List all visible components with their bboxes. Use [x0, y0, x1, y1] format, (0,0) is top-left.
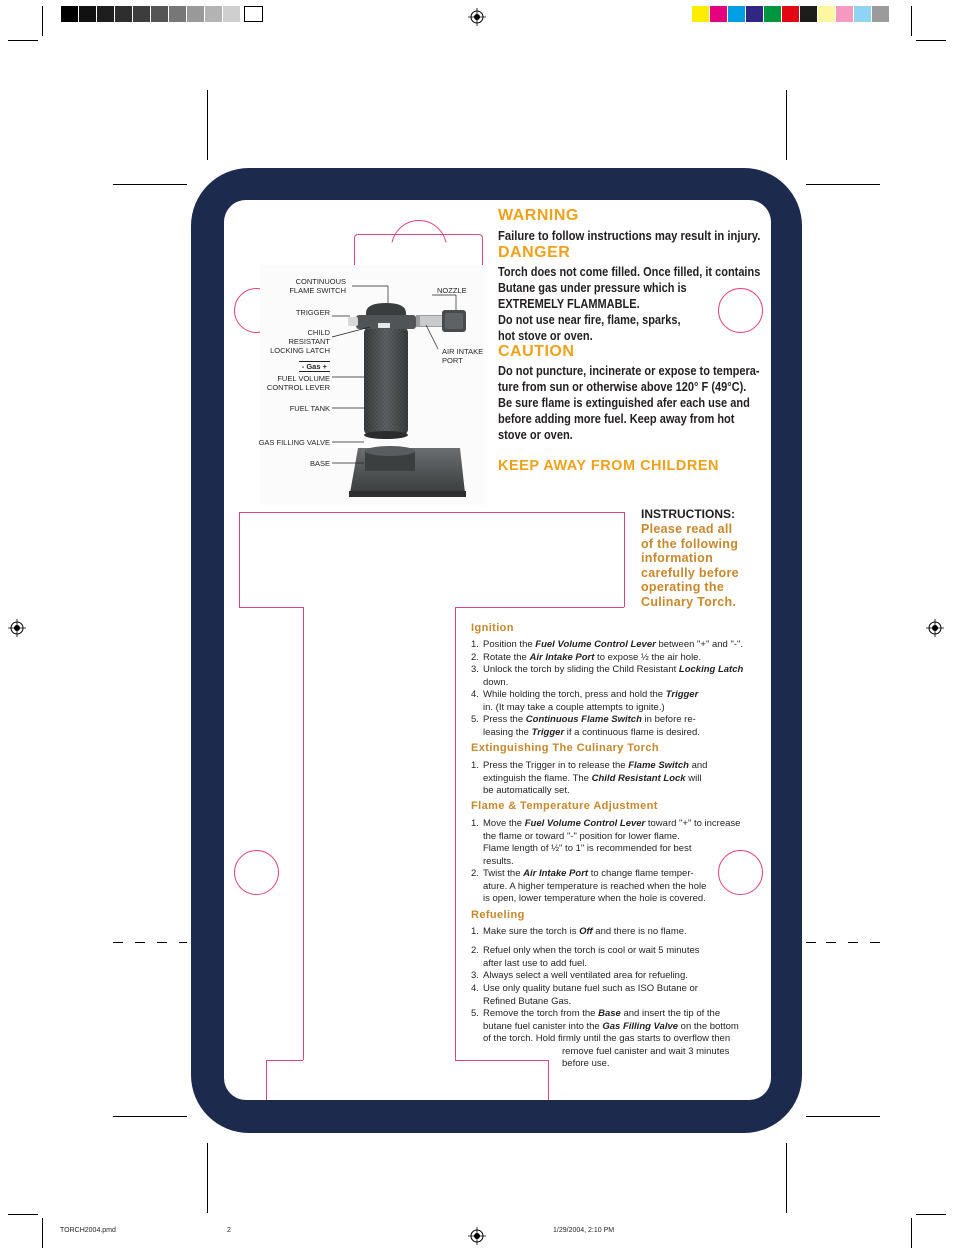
- step-text: While holding the torch, press and hold the: [483, 689, 666, 700]
- extinguish-step-1: [471, 760, 707, 798]
- label-line: RESISTANT: [288, 337, 330, 346]
- step-text: after last use to add fuel.: [483, 957, 588, 969]
- step-text: Unlock the torch by sliding the Child Resistant: [483, 664, 679, 675]
- step-text: of the torch. Hold firmly until the gas starts to overflow then: [483, 1033, 731, 1044]
- step-text: in. (It may take a couple attempts to ignite.): [483, 701, 665, 713]
- registration-mark-left: [8, 619, 26, 637]
- label-line: CONTROL LEVER: [266, 383, 330, 392]
- label-line: GAS FILLING VALVE: [258, 438, 330, 447]
- ignition-step-2: [471, 652, 701, 665]
- warning-text: [498, 228, 760, 244]
- step-text: down.: [483, 676, 509, 688]
- label-nozzle: [437, 286, 477, 295]
- step-text: Rotate the: [483, 652, 530, 663]
- label-line: FUEL TANK: [289, 404, 330, 413]
- step-number: 2.: [471, 945, 479, 956]
- ignition-step-3: [471, 664, 743, 689]
- step-text: and: [688, 760, 708, 771]
- step-text: toward "+" to increase: [645, 818, 741, 829]
- subtitle-line: operating the: [641, 580, 725, 595]
- step-text: Use only quality butane fuel such as ISO Butane or: [483, 983, 698, 994]
- label-continuous-flame-switch: [270, 277, 346, 295]
- section-refueling: Refueling: [471, 909, 525, 921]
- step-number: 3.: [471, 970, 479, 981]
- subtitle-line: of the following: [641, 536, 739, 551]
- step-text: in before re-: [641, 714, 696, 725]
- refuel-step-5: [471, 1008, 739, 1071]
- step-text: Remove the torch from the: [483, 1008, 599, 1019]
- step-number: 5.: [471, 714, 479, 725]
- ignition-step-4: [471, 689, 698, 714]
- step-text: if a continuous flame is desired.: [564, 726, 700, 738]
- label-line: FUEL VOLUME: [277, 374, 330, 383]
- step-text: the flame or toward "-" position for lower flame.: [483, 830, 680, 842]
- step-text: extinguish the flame. The: [483, 772, 592, 784]
- label-air-intake-port: [442, 347, 492, 365]
- footer-date: 1/29/2004, 2:10 PM: [553, 1227, 615, 1234]
- danger-line: hot stove or oven.: [498, 329, 593, 343]
- step-text: remove fuel canister and wait 3 minutes: [562, 1045, 730, 1057]
- warning-line: Failure to follow instructions may result in injury.: [498, 229, 761, 243]
- step-term: Air Intake Port: [523, 868, 589, 879]
- section-flame-temperature: Flame & Temperature Adjustment: [471, 800, 658, 812]
- danger-line: Do not use near fire, flame, sparks,: [498, 313, 681, 327]
- label-line: CHILD: [307, 328, 330, 337]
- step-text: Refined Butane Gas.: [483, 995, 572, 1007]
- caution-heading: CAUTION: [498, 343, 575, 360]
- footer-page-number: 2: [227, 1227, 231, 1234]
- registration-mark-top: [468, 8, 486, 26]
- step-text: to expose ½ the air hole.: [594, 652, 702, 663]
- label-line: - Gas +: [299, 361, 330, 372]
- danger-line: EXTREMELY FLAMMABLE.: [498, 297, 640, 311]
- step-text: Refuel only when the torch is cool or wait 5 minutes: [483, 945, 700, 956]
- subtitle-line: information: [641, 551, 714, 566]
- danger-line: Torch does not come filled. Once filled, it contains: [498, 265, 761, 279]
- step-text: Flame length of ½" to 1" is recommended for best: [483, 843, 692, 854]
- step-text: to change flame temper-: [588, 868, 694, 879]
- step-term: Trigger: [665, 689, 699, 700]
- subtitle-line: Culinary Torch.: [641, 594, 737, 609]
- label-fuel-tank: [262, 404, 330, 413]
- registration-mark-bottom: [468, 1227, 486, 1245]
- caution-text: [498, 363, 760, 443]
- step-term: Locking Latch: [678, 664, 744, 675]
- step-number: 4.: [471, 983, 479, 994]
- caution-line: Do not puncture, incinerate or expose to tempera-: [498, 364, 760, 378]
- step-text: Make sure the torch is: [483, 926, 580, 937]
- section-ignition: Ignition: [471, 622, 514, 634]
- step-text: butane fuel canister into the: [483, 1020, 603, 1032]
- step-term: Trigger: [531, 726, 565, 738]
- caution-line: before adding more fuel. Keep away from hot: [498, 412, 735, 426]
- label-line: FLAME SWITCH: [289, 286, 346, 295]
- label-gas-filling-valve: [250, 438, 330, 447]
- caution-line: stove or oven.: [498, 428, 573, 442]
- step-term: Continuous Flame Switch: [525, 714, 642, 725]
- step-number: 2.: [471, 868, 479, 879]
- step-text: Twist the: [483, 868, 524, 879]
- warning-heading: WARNING: [498, 207, 579, 224]
- step-number: 1.: [471, 818, 479, 829]
- label-line: BASE: [309, 459, 330, 468]
- step-text: will: [685, 772, 702, 784]
- step-text: Press the Trigger in to release the: [483, 760, 629, 771]
- label-line: LOCKING LATCH: [270, 346, 330, 355]
- flame-step-1: [471, 818, 740, 868]
- step-text: ature. A higher temperature is reached when the hole: [483, 880, 707, 892]
- label-line: TRIGGER: [295, 308, 330, 317]
- danger-heading: DANGER: [498, 244, 571, 261]
- step-number: 1.: [471, 760, 479, 771]
- flame-step-2: [471, 868, 706, 906]
- refuel-step-4: [471, 983, 698, 1008]
- step-text: Press the: [483, 714, 526, 725]
- label-child-resistant-locking-latch: [262, 328, 330, 355]
- step-term: Base: [598, 1008, 621, 1019]
- subtitle-line: carefully before: [641, 565, 739, 580]
- instructions-subtitle: [641, 522, 739, 610]
- step-text: leasing the: [483, 726, 532, 738]
- step-text: on the bottom: [678, 1020, 739, 1032]
- label-line: PORT: [442, 356, 463, 365]
- footer-filename: TORCH2004.pmd: [60, 1227, 116, 1234]
- label-line: CONTINUOUS: [295, 277, 346, 286]
- step-number: 5.: [471, 1008, 479, 1019]
- step-text: and there is no flame.: [592, 926, 687, 937]
- caution-line: ture from sun or otherwise above 120° F (49°C).: [498, 380, 747, 394]
- step-text: and insert the tip of the: [620, 1008, 721, 1019]
- step-term: Flame Switch: [628, 760, 689, 771]
- danger-line: Butane gas under pressure which is: [498, 281, 687, 295]
- label-base: [262, 459, 330, 468]
- section-extinguishing: Extinguishing The Culinary Torch: [471, 742, 659, 754]
- step-text: is open, lower temperature when the hole is covered.: [483, 893, 706, 904]
- label-line: AIR INTAKE: [442, 347, 484, 356]
- keep-away-heading: KEEP AWAY FROM CHILDREN: [498, 458, 719, 474]
- step-term: Fuel Volume Control Lever: [535, 639, 656, 650]
- label-line: NOZZLE: [437, 286, 467, 295]
- step-text: results.: [483, 855, 514, 867]
- step-number: 2.: [471, 652, 479, 663]
- label-gas: [262, 362, 330, 371]
- step-text: be automatically set.: [483, 785, 570, 796]
- step-text: Position the: [483, 639, 536, 650]
- step-number: 4.: [471, 689, 479, 700]
- subtitle-line: Please read all: [641, 522, 733, 536]
- step-term: Child Resistant Lock: [591, 772, 686, 784]
- danger-text: [498, 264, 760, 344]
- label-trigger: [270, 308, 330, 317]
- refuel-step-2: [471, 945, 700, 970]
- ignition-step-5: [471, 714, 700, 739]
- ignition-step-1: [471, 639, 743, 652]
- registration-mark-right: [926, 619, 944, 637]
- step-term: Gas Filling Valve: [602, 1020, 679, 1032]
- refuel-step-3: [471, 970, 688, 983]
- instructions-title: INSTRUCTIONS:: [641, 507, 735, 521]
- refuel-step-1: [471, 926, 687, 939]
- step-number: 1.: [471, 926, 479, 937]
- label-fuel-volume-control-lever: [262, 374, 330, 392]
- step-term: Fuel Volume Control Lever: [524, 818, 646, 829]
- step-term: Off: [579, 926, 593, 937]
- step-number: 1.: [471, 639, 479, 650]
- step-number: 3.: [471, 664, 479, 675]
- step-term: Air Intake Port: [529, 652, 595, 663]
- step-text: between "+" and "-".: [655, 639, 743, 650]
- caution-line: Be sure flame is extinguished afer each use and: [498, 396, 750, 410]
- step-text: Always select a well ventilated area for refueling.: [483, 970, 688, 981]
- step-text: before use.: [562, 1058, 610, 1069]
- step-text: Move the: [483, 818, 525, 829]
